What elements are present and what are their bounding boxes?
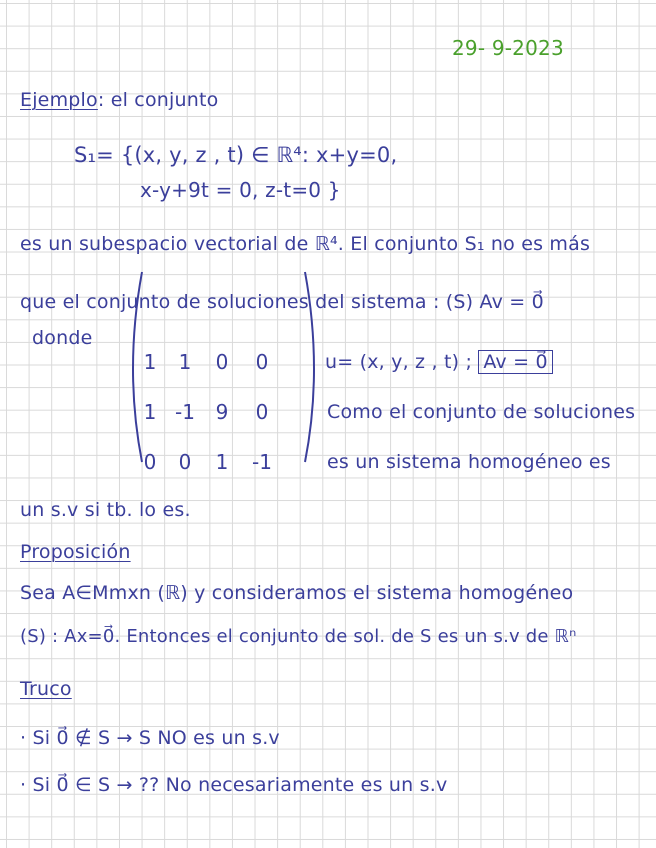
- note-line-1: Como el conjunto de soluciones: [327, 401, 636, 423]
- matrix-entry: 0: [215, 350, 229, 374]
- matrix-entry: -1: [252, 450, 272, 474]
- example-intro: : el conjunto: [97, 89, 219, 111]
- note-line-2: es un sistema homogéneo es: [327, 451, 611, 473]
- boxed-equation: Av = 0⃗: [478, 350, 552, 374]
- matrix-entry: 1: [143, 350, 157, 374]
- vector-text: u= (x, y, z , t) ;: [325, 351, 473, 373]
- proposition-line-1: Sea A∈Mmxn (ℝ) y consideramos el sistema homogéneo: [20, 582, 574, 604]
- matrix-entry: 0: [255, 400, 269, 424]
- example-intro-line: [20, 88, 218, 112]
- vector-definition: [325, 350, 553, 374]
- proposition-line-2: (S) : Ax=0⃗. Entonces el conjunto de sol. de S es un s.v de ℝⁿ: [20, 626, 577, 647]
- matrix-entry: 1: [178, 350, 192, 374]
- proposition-heading: Proposición: [20, 541, 131, 563]
- date: 29- 9-2023: [452, 36, 564, 60]
- matrix-entry: 1: [143, 400, 157, 424]
- example-text-line-4: que el conjunto de soluciones del sistema : (S) Av = 0⃗: [20, 291, 544, 313]
- conclusion-line: un s.v si tb. lo es.: [20, 499, 191, 521]
- donde-label: donde: [32, 327, 93, 349]
- example-text-line-3: es un subespacio vectorial de ℝ⁴. El conjunto S₁ no es más: [20, 233, 591, 255]
- example-heading: Ejemplo: [20, 89, 98, 111]
- matrix-entry: -1: [175, 400, 195, 424]
- matrix-entry: 0: [178, 450, 192, 474]
- matrix-entry: 0: [255, 350, 269, 374]
- trick-item-1: · Si 0⃗ ∉ S → S NO es un s.v: [20, 727, 280, 749]
- trick-heading: Truco: [20, 678, 72, 700]
- set-definition-line-1: S₁= {(x, y, z , t) ∈ ℝ⁴: x+y=0,: [74, 143, 398, 167]
- matrix-entry: 9: [215, 400, 229, 424]
- matrix-entry: 1: [215, 450, 229, 474]
- trick-item-2: · Si 0⃗ ∈ S → ?? No necesariamente es un s.v: [20, 774, 448, 796]
- matrix-entry: 0: [143, 450, 157, 474]
- set-definition-line-2: x-y+9t = 0, z-t=0 }: [140, 178, 341, 202]
